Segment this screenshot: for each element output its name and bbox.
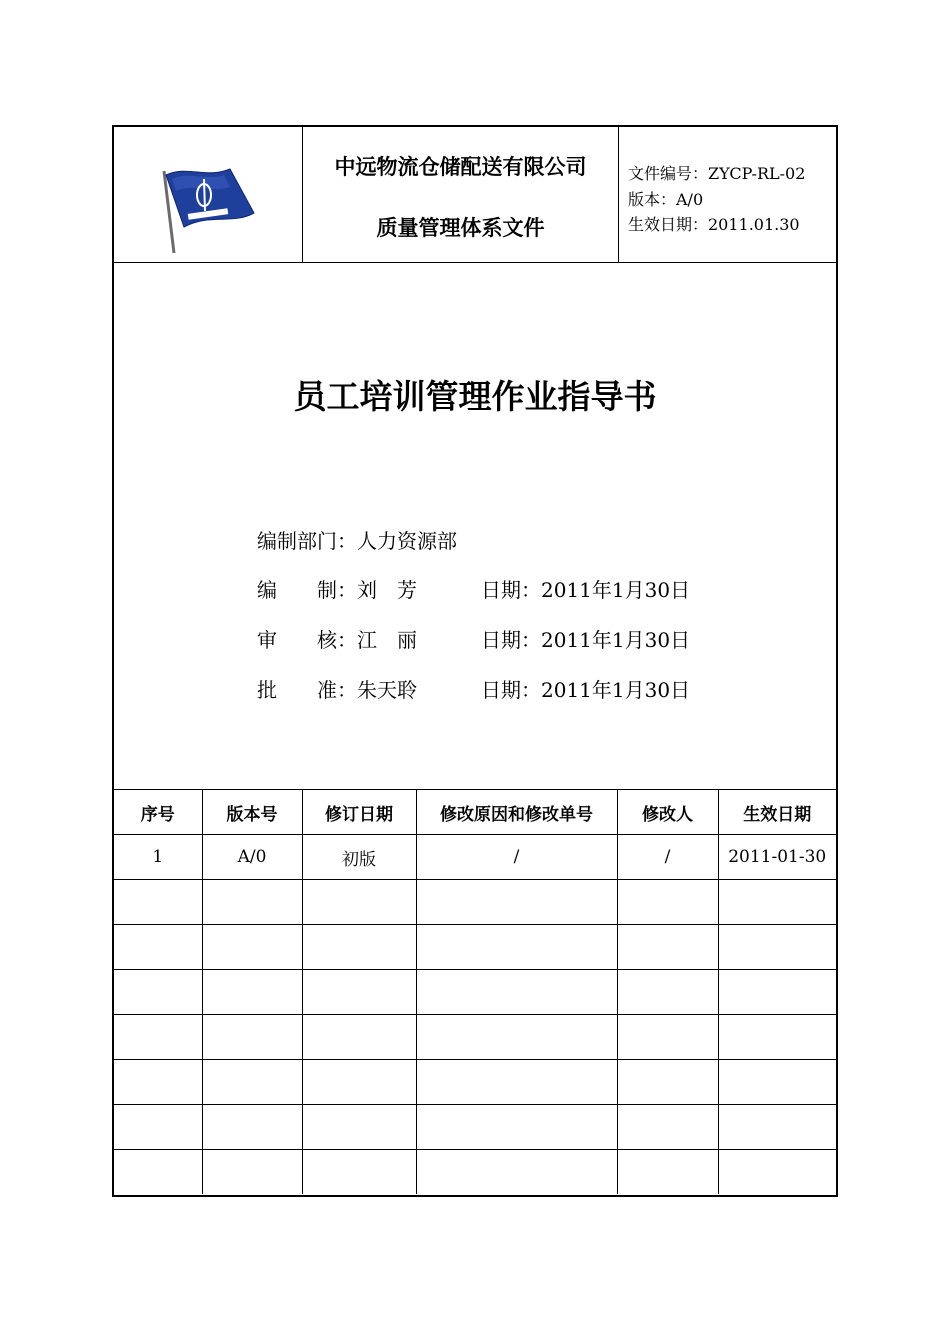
table-cell bbox=[202, 1150, 302, 1195]
table-cell bbox=[114, 1105, 202, 1150]
table-cell bbox=[617, 1060, 718, 1105]
table-row bbox=[114, 970, 836, 1015]
meta-department bbox=[257, 525, 457, 554]
table-cell bbox=[416, 880, 617, 925]
col-header-modifier: 修改人 bbox=[617, 790, 718, 835]
table-cell: 2011-01-30 bbox=[718, 835, 836, 880]
table-cell bbox=[416, 1105, 617, 1150]
table-cell: 1 bbox=[114, 835, 202, 880]
doc-effective-date: 生效日期：2011.01.30 bbox=[628, 215, 800, 234]
document-frame bbox=[112, 125, 838, 1197]
table-cell bbox=[617, 925, 718, 970]
table-cell bbox=[416, 970, 617, 1015]
table-cell bbox=[202, 1105, 302, 1150]
table-cell bbox=[416, 1015, 617, 1060]
table-cell bbox=[617, 880, 718, 925]
meta-date: 日期：2011年1月30日 bbox=[481, 628, 691, 652]
col-header-revision-date: 修订日期 bbox=[302, 790, 416, 835]
meta-date: 日期：2011年1月30日 bbox=[481, 578, 691, 602]
table-cell bbox=[718, 880, 836, 925]
table-cell bbox=[718, 970, 836, 1015]
table-cell bbox=[114, 1015, 202, 1060]
meta-label: 审 核：江 丽 bbox=[257, 628, 417, 652]
table-cell: / bbox=[617, 835, 718, 880]
table-cell bbox=[302, 925, 416, 970]
cosco-flag-icon bbox=[158, 165, 258, 257]
document-title: 员工培训管理作业指导书 bbox=[293, 377, 657, 416]
doc-version: 版本：A/0 bbox=[628, 190, 704, 209]
table-cell bbox=[718, 925, 836, 970]
col-header-effective-date: 生效日期 bbox=[718, 790, 836, 835]
table-row bbox=[114, 1060, 836, 1105]
table-cell bbox=[718, 1060, 836, 1105]
table-cell bbox=[302, 970, 416, 1015]
table-cell bbox=[114, 1150, 202, 1195]
col-header-seq: 序号 bbox=[114, 790, 202, 835]
table-row bbox=[114, 1150, 836, 1195]
table-cell bbox=[617, 1105, 718, 1150]
table-row bbox=[114, 1105, 836, 1150]
table-cell bbox=[202, 970, 302, 1015]
col-header-version: 版本号 bbox=[202, 790, 302, 835]
meta-label: 编制部门：人力资源部 bbox=[257, 529, 457, 553]
table-cell bbox=[718, 1150, 836, 1195]
table-cell bbox=[718, 1015, 836, 1060]
revision-table bbox=[114, 789, 836, 1194]
header-title-cell bbox=[303, 127, 619, 262]
meta-label: 批 准：朱天聆 bbox=[257, 678, 417, 702]
meta-reviewer bbox=[257, 624, 691, 653]
table-header-row bbox=[114, 790, 836, 835]
table-row bbox=[114, 925, 836, 970]
table-cell bbox=[302, 1105, 416, 1150]
doc-number: 文件编号：ZYCP-RL-02 bbox=[628, 164, 806, 183]
table-cell bbox=[416, 1150, 617, 1195]
table-cell bbox=[302, 1060, 416, 1105]
table-row bbox=[114, 835, 836, 880]
logo-cell bbox=[114, 127, 303, 262]
table-cell bbox=[718, 1105, 836, 1150]
table-cell: A/0 bbox=[202, 835, 302, 880]
table-cell bbox=[114, 880, 202, 925]
col-header-reason: 修改原因和修改单号 bbox=[416, 790, 617, 835]
table-cell bbox=[617, 970, 718, 1015]
system-name: 质量管理体系文件 bbox=[376, 216, 545, 240]
table-cell bbox=[416, 1060, 617, 1105]
company-name: 中远物流仓储配送有限公司 bbox=[334, 155, 587, 179]
table-cell bbox=[416, 925, 617, 970]
table-cell bbox=[202, 1015, 302, 1060]
table-cell: / bbox=[416, 835, 617, 880]
meta-approver bbox=[257, 674, 691, 703]
meta-date: 日期：2011年1月30日 bbox=[481, 678, 691, 702]
table-cell bbox=[202, 1060, 302, 1105]
table-cell bbox=[617, 1150, 718, 1195]
table-cell bbox=[114, 1060, 202, 1105]
header-info-cell bbox=[619, 127, 836, 262]
table-cell bbox=[114, 925, 202, 970]
table-cell bbox=[302, 1150, 416, 1195]
table-cell bbox=[114, 970, 202, 1015]
table-cell bbox=[302, 880, 416, 925]
table-row bbox=[114, 1015, 836, 1060]
document-header bbox=[114, 127, 836, 263]
table-cell bbox=[617, 1015, 718, 1060]
table-row bbox=[114, 880, 836, 925]
table-cell bbox=[202, 925, 302, 970]
table-cell: 初版 bbox=[302, 835, 416, 880]
meta-author bbox=[257, 574, 691, 603]
meta-label: 编 制：刘 芳 bbox=[257, 578, 417, 602]
table-cell bbox=[302, 1015, 416, 1060]
table-cell bbox=[202, 880, 302, 925]
